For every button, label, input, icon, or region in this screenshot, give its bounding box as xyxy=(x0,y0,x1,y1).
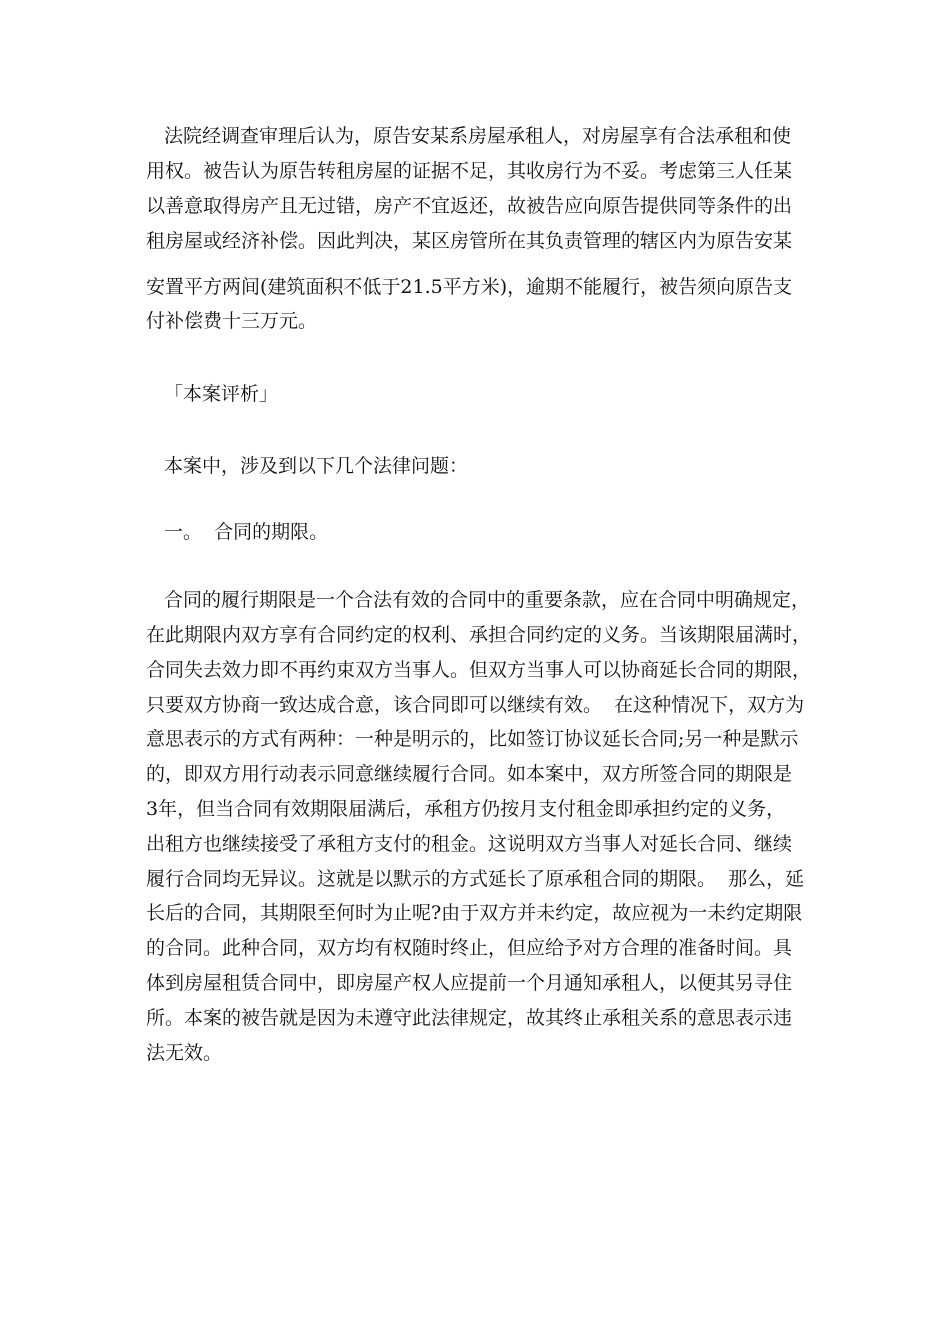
paragraph-2-line: 意思表示的方式有两种：一种是明示的，比如签订协议延长合同;另一种是默示 xyxy=(146,728,799,750)
paragraph-2-line: 合同失去效力即不再约束双方当事人。但双方当事人可以协商延长合同的期限， xyxy=(146,659,812,681)
paragraph-1-line: 以善意取得房产且无过错，房产不宜返还，故被告应向原告提供同等条件的出 xyxy=(146,195,793,217)
paragraph-1-line: 法院经调查审理后认为，原告安某系房屋承租人，对房屋享有合法承租和使 xyxy=(164,125,792,147)
paragraph-2-line: 法无效。 xyxy=(146,1042,223,1064)
paragraph-1-line: 用权。被告认为原告转租房屋的证据不足，其收房行为不妥。考虑第三人任某 xyxy=(146,160,793,182)
paragraph-2-line: 的合同。此种合同，双方均有权随时终止，但应给予对方合理的准备时间。具 xyxy=(146,937,793,959)
section-heading: 「本案评析」 xyxy=(164,383,279,405)
paragraph-2-line: 出租方也继续接受了承租方支付的租金。这说明双方当事人对延长合同、继续 xyxy=(146,833,793,855)
intro-text: 本案中，涉及到以下几个法律问题： xyxy=(164,455,469,477)
paragraph-1-line: 安置平方两间(建筑面积不低于21.5平方米)，逾期不能履行，被告须向原告支 xyxy=(146,276,793,298)
paragraph-2-line: 所。本案的被告就是因为未遵守此法律规定，故其终止承租关系的意思表示违 xyxy=(146,1007,793,1029)
paragraph-2-line: 履行合同均无异议。这就是以默示的方式延长了原承租合同的期限。 那么，延 xyxy=(146,868,805,890)
paragraph-2-line: 合同的履行期限是一个合法有效的合同中的重要条款，应在合同中明确规定， xyxy=(164,589,811,611)
paragraph-2-line: 长后的合同，其期限至何时为止呢?由于双方并未约定，故应视为一未约定期限 xyxy=(146,902,803,924)
paragraph-1-line: 付补偿费十三万元。 xyxy=(146,310,318,332)
paragraph-2-line: 的，即双方用行动表示同意继续履行合同。如本案中，双方所签合同的期限是 xyxy=(146,763,793,785)
paragraph-2-line: 只要双方协商一致达成合意，该合同即可以继续有效。 在这种情况下，双方为 xyxy=(146,694,805,716)
paragraph-2-line: 3年，但当合同有效期限届满后，承租方仍按月支付租金即承担约定的义务， xyxy=(146,798,786,820)
paragraph-2-line: 在此期限内双方享有合同约定的权利、承担合同约定的义务。当该期限届满时， xyxy=(146,624,812,646)
paragraph-1-line: 租房屋或经济补偿。因此判决，某区房管所在其负责管理的辖区内为原告安某 xyxy=(146,230,793,252)
paragraph-2-line: 体到房屋租赁合同中，即房屋产权人应提前一个月通知承租人，以便其另寻住 xyxy=(146,972,793,994)
subheading: 一。 合同的期限。 xyxy=(164,521,329,543)
